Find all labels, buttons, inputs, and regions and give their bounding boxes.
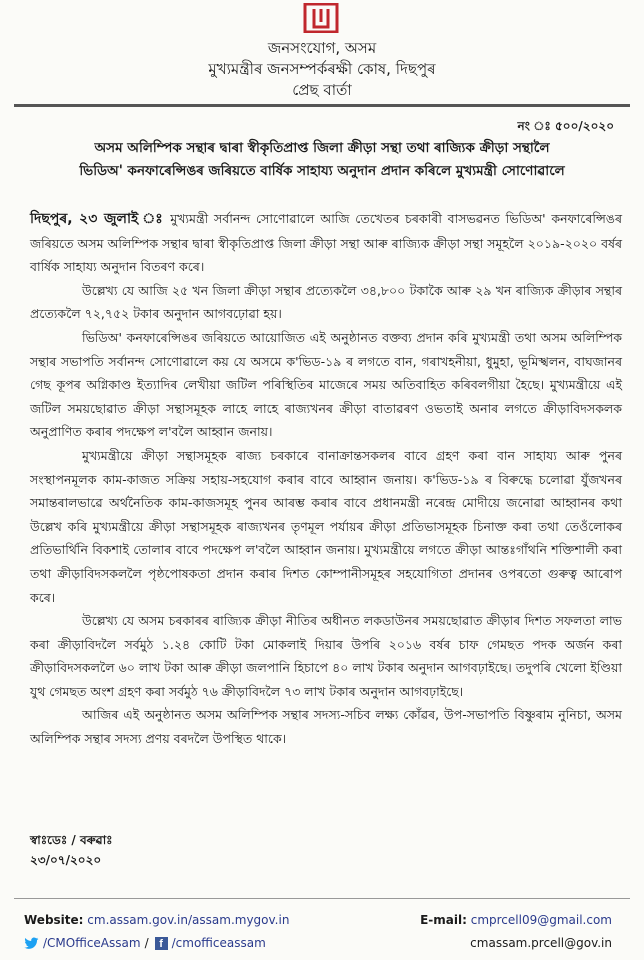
social-separator: /: [144, 936, 149, 950]
paragraph-1: [30, 207, 622, 279]
paragraph-3: ভিডিঅ' কনফাৰেন্সিঙৰ জৰিয়তে আয়োজিত এই অনুষ্ঠানত বক্তব্য প্ৰদান কৰি মুখ্যমন্ত্ৰী তথা অসম অলিম্পিক সন্থাৰ সভাপতি সৰ্বানন্দ সোণোৱালে কয় যে অসমে ক'ভিড-১৯ ৰ লগতে বান, গৰাখহনীয়া, ধুমুহা, ভূমিস্খলন, বাঘজানৰ গেছ কূপৰ অগ্নিকাণ্ড ইত্যাদিৰ লেখীয়া জটিল পৰিস্থিতিৰ মাজেৰে সময় অতিবাহিত কৰিবলগীয়া হৈছে। মুখ্যমন্ত্ৰীয়ে এই জটিল সময়ছোৱাত ক্ৰীড়া সন্থাসমূহক লাহে লাহে ৰাজ্যখনৰ ক্ৰীড়া বাতাৱৰণ ওভতাই অনাৰ লগতে ক্ৰীড়াবিদসকলক অনুপ্ৰাণিত কৰাৰ পদক্ষেপ ল'বলৈ আহ্বান জনায়।: [30, 329, 622, 440]
paragraph-6: আজিৰ এই অনুষ্ঠানত অসম অলিম্পিক সন্থাৰ সদস্য-সচিব লক্ষ্য কোঁৱৰ, উপ-সভাপতি বিষ্ণুৰাম নুনিচা, অসম অলিম্পিক সন্থাৰ সদস্য প্ৰণয় বৰদলৈ উপস্থিত থাকে।: [30, 707, 622, 747]
paragraph-4: মুখ্যমন্ত্ৰীয়ে ক্ৰীড়া সন্থাসমূহক ৰাজ্য চৰকাৰে বানাক্ৰান্তসকলৰ বাবে গ্ৰহণ কৰা বান সাহায্য আৰু পুনৰ সংস্থাপনমূলক কাম-কাজত সক্ৰিয় সহায়-সহযোগ কৰাৰ বাবে আহ্বান জনায়। ক'ভিড-১৯ ৰ বিৰুদ্ধে চলোৱা যুঁজখনৰ সমান্তৰালভাৱে অৰ্থনৈতিক কাম-কাজসমূহ পুনৰ আৰম্ভ কৰাৰ বাবে প্ৰধানমন্ত্ৰী নৰেন্দ্ৰ মোদীয়ে জনোৱা আহ্বানৰ কথা উল্লেখ কৰি মুখ্যমন্ত্ৰীয়ে ক্ৰীড়া সন্থাসমূহক ৰাজ্যখনৰ তৃণমূল পৰ্যায়ৰ ক্ৰীড়া প্ৰতিভাসমূহক চিনাক্ত কৰা তথা তেওঁলোকৰ প্ৰতিভাৰ্থিনি বিকশাই তোলাৰ বাবে পদক্ষেপ ল'বলৈ আহ্বান জনায়। মুখ্যমন্ত্ৰীয়ে লগতে ক্ৰীড়া আন্তঃগাঁথনি শক্তিশালী কৰা তথা ক্ৰীড়াবিদসকললৈ পৃষ্ঠপোষকতা প্ৰদান কৰাৰ দিশত কোম্পানীসমূহৰ সহযোগিতা প্ৰদানৰ ওপৰতো গুৰুত্ব আৰোপ কৰে।: [30, 447, 622, 605]
headline-line-1: অসম অলিম্পিক সন্থাৰ দ্বাৰা স্বীকৃতিপ্ৰাপ্ত জিলা ক্ৰীড়া সন্থা তথা ৰাজ্যিক ক্ৰীড়া সন্থালৈ: [94, 140, 550, 156]
website-label: Website:: [24, 913, 84, 927]
headline: [14, 137, 630, 183]
dateline: দিছপুৰ, ২৩ জুলাই ঃ: [30, 211, 165, 227]
paragraph-5: উল্লেখ্য যে অসম চৰকাৰৰ ৰাজ্যিক ক্ৰীড়া নীতিৰ অধীনত লকডাউনৰ সময়ছোৱাত ক্ৰীড়াৰ দিশত সফলতা লাভ কৰা ক্ৰীড়াবিদলৈ সৰ্বমুঠ ১.২৪ কোটি টকা মোকলাই দিয়াৰ উপৰি ২০১৬ বৰ্ষৰ চাফ গেমছত পদক অৰ্জন কৰা ক্ৰীড়াবিদসকললৈ ৬০ লাখ টকা আৰু ক্ৰীড়া জলপানি হিচাপে ৪০ লাখ টকাৰ অনুদান আগবঢ়াইছে। তদুপৰি খেলো ইণ্ডিয়া যুথ গেমছত অংশ গ্ৰহণ কৰা সৰ্বমুঠ ৭৬ ক্ৰীড়াবিদলৈ ৭৩ লাখ টকাৰ অনুদান আগবঢ়াইছে।: [30, 613, 622, 699]
footer-social: [24, 936, 266, 950]
signoff-initials: স্বাঃডেঃ / বৰুৱাঃ: [30, 833, 113, 847]
facebook-handle[interactable]: /cmofficeassam: [171, 936, 266, 950]
signoff-date: ২৩/০৭/২০২০: [30, 853, 102, 867]
footer-email: [420, 913, 612, 927]
twitter-handle[interactable]: /CMOfficeAssam: [43, 936, 141, 950]
reference-number: নং ঃ ৫০০/২০২০: [517, 119, 614, 133]
footer-website: [24, 913, 289, 927]
document-type: প্ৰেছ বাৰ্তা: [292, 81, 352, 99]
email-label: E-mail:: [420, 913, 467, 927]
footer-email-secondary[interactable]: cmassam.prcell@gov.in: [470, 936, 612, 950]
paragraph-2: উল্লেখ্য যে আজি ২৫ খন জিলা ক্ৰীড়া সন্থাৰ প্ৰত্যেকলৈ ৩৪,৮০০ টকাকৈ আৰু ২৯ খন ৰাজ্যিক ক্ৰীড়াৰ সন্থাৰ প্ৰত্যেকলৈ ৭২,৭৫২ টকাৰ অনুদান আগবঢ়োৱা হয়।: [30, 282, 622, 322]
org-name: জনসংযোগ, অসম: [267, 39, 377, 57]
cm-office-emblem-icon: [303, 3, 339, 33]
footer-divider: [14, 898, 630, 899]
article-body: [30, 207, 622, 751]
facebook-icon: f: [155, 937, 168, 950]
header-divider: [14, 104, 630, 107]
website-link[interactable]: cm.assam.gov.in/assam.mygov.in: [87, 913, 290, 927]
signoff: [30, 830, 113, 870]
headline-line-2: ভিডিঅ' কনফাৰেন্সিঙৰ জৰিয়তে বাৰ্ষিক সাহায্য অনুদান প্ৰদান কৰিলে মুখ্যমন্ত্ৰী সোণোৱালে: [79, 163, 565, 179]
office-name: মুখ্যমন্ত্ৰীৰ জনসম্পৰ্কৰক্ষী কোষ, দিছপুৰ: [208, 60, 436, 78]
twitter-icon: [24, 937, 39, 950]
paragraph-1-text: মুখ্যমন্ত্ৰী সৰ্বানন্দ সোণোৱালে আজি তেখেতৰ চৰকাৰী বাসভৱনত ভিডিঅ' কনফাৰেন্সিঙৰ জৰিয়তে অসম অলিম্পিক সন্থাৰ দ্বাৰা স্বীকৃতিপ্ৰাপ্ত জিলা ক্ৰীড়া সন্থা আৰু ৰাজ্যিক ক্ৰীড়া সন্থা সমূহলৈ ২০১৯-২০২০ বৰ্ষৰ বাৰ্ষিক সাহায্য অনুদান বিতৰণ কৰে।: [30, 211, 622, 275]
email-link[interactable]: cmprcell09@gmail.com: [470, 913, 612, 927]
